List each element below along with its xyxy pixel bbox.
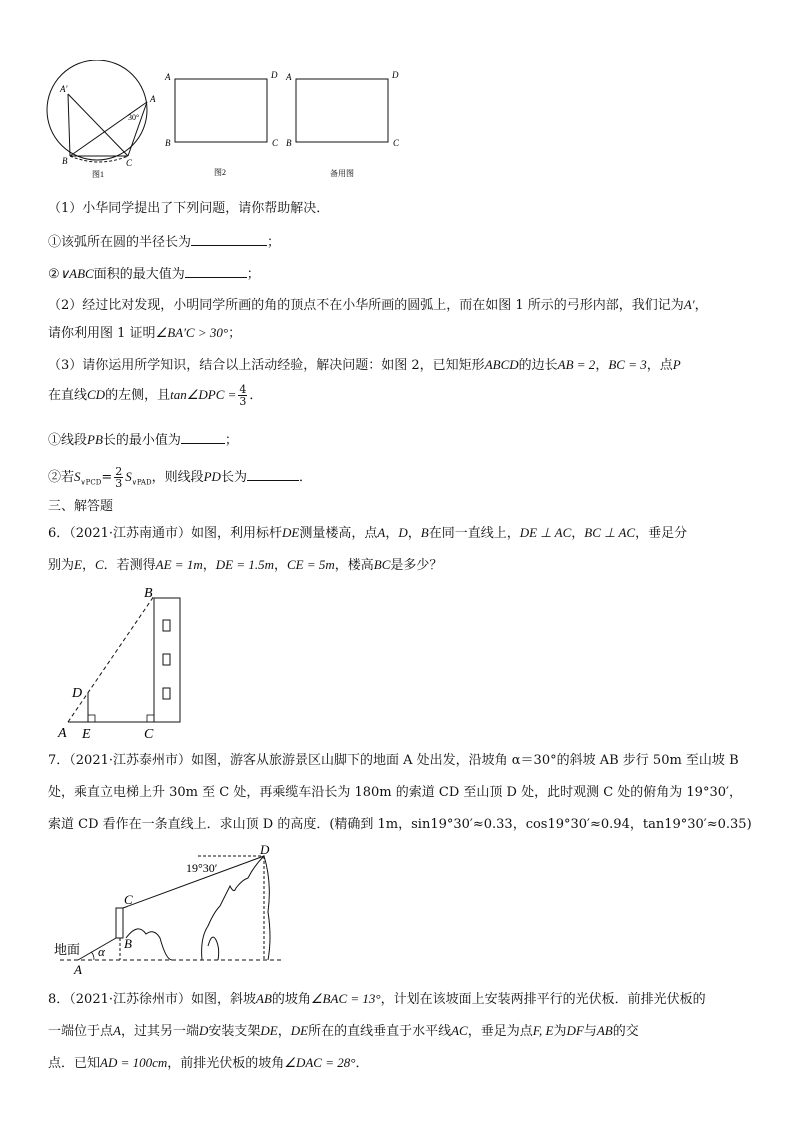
- q5-p2-line1-math: A′: [683, 297, 695, 312]
- q8-l2-c1: ，: [277, 1024, 291, 1039]
- q6-l2-bc: BC: [373, 557, 391, 572]
- figure-3-spare-rectangle-diagram: [285, 70, 400, 178]
- q5-p1b-post: 面积的最大值为: [93, 267, 185, 282]
- q6-fig-label-a: A: [58, 726, 67, 741]
- q5-p2-line1-text: （2）经过比对发现，小明同学所画的角的顶点不在小华所画的圆弧上，而在如图 1 所示的弓形内部，我们记为: [48, 298, 684, 313]
- q6-l2-de: DE = 1.5m: [215, 557, 274, 572]
- q7-mountain-diagram: [50, 842, 290, 977]
- q6-l2-e: E: [74, 557, 82, 572]
- q5-p3-line2-pre: 在直线: [48, 388, 88, 403]
- q6-l2-pre: 别为: [48, 558, 75, 573]
- q5-p3a-math: PB: [87, 432, 103, 447]
- q5-p1b-math: ∨ABC: [59, 266, 94, 281]
- q8-l3-end: ．: [355, 1056, 369, 1071]
- q7-fig-label-a: A: [74, 962, 82, 977]
- q5-part1-question-b: [48, 264, 260, 284]
- fig2-label-d: D: [271, 70, 278, 80]
- figure-1-circle-diagram: [47, 60, 156, 179]
- fig1-label-b: B: [62, 156, 68, 166]
- q8-l3-ad: AD = 100cm: [100, 1055, 168, 1070]
- q5-p3a-end: ；: [224, 433, 238, 448]
- q6-l1-c1: ，: [385, 526, 399, 541]
- q8-l2-mid1: ，过其另一端: [120, 1024, 199, 1039]
- q5-p3a-answer-blank[interactable]: [181, 430, 225, 444]
- q5-p3b-answer-blank[interactable]: [247, 467, 299, 481]
- q6-l1-de-perp: DE ⊥ AC: [519, 525, 572, 540]
- fig3-caption: 备用图: [330, 169, 354, 178]
- q7-fig-label-b: B: [124, 936, 132, 951]
- q8-l2-df: DF: [566, 1023, 584, 1038]
- q5-part1-intro: [48, 200, 329, 218]
- q7-fig-label-alpha: α: [98, 944, 105, 959]
- q7-l1-text: 7．（2021·江苏泰州市）如图，游客从旅游景区山脚下的地面 A 处出发，沿坡角 α＝30°的斜坡 AB 步行 50m 至山坡 B: [48, 753, 739, 768]
- q5-part1-intro-text: （1）小华同学提出了下列问题，请你帮助解决．: [48, 201, 330, 216]
- q5-p3-line2-end: ．: [249, 388, 263, 403]
- q8-l2-pre: 一端位于点: [48, 1024, 114, 1039]
- q5-p3-point-p: P: [672, 357, 681, 372]
- q5-p3-line-cd: CD: [87, 387, 106, 402]
- q6-l1-de: DE: [282, 525, 300, 540]
- q8-l2-d: D: [198, 1023, 209, 1038]
- q6-l2-mid: ．若测得: [103, 558, 156, 573]
- q6-l2-ae: AE = 1m: [155, 557, 203, 572]
- q5-p3b-eq: =: [101, 470, 113, 485]
- q5-part3-question-b: [48, 466, 312, 492]
- q5-p3-tan-fraction: [238, 384, 247, 407]
- q8-l1-end: ，计划在该坡面上安装两排平行的光伏板．前排光伏板的: [380, 992, 706, 1007]
- q5-part3-line2: [48, 384, 262, 407]
- q7-fig-label-d: D: [260, 842, 270, 857]
- q8-line1: [48, 990, 706, 1009]
- q7-fig-label-ground: 地面: [54, 943, 81, 958]
- q5-p3b-end: ．: [298, 470, 312, 485]
- section-title: [48, 498, 113, 516]
- fig1-label-a: A: [150, 94, 156, 104]
- q5-p3b-pd: PD: [203, 469, 221, 484]
- q7-fig-label-angle: 19°30′: [186, 861, 218, 875]
- q8-l2-end: 的交: [612, 1024, 639, 1039]
- q5-part2-line2: [48, 324, 241, 343]
- q5-p3b-fraction: [114, 466, 123, 489]
- q6-l2-c3: ，: [273, 558, 287, 573]
- q5-p1a-text: ①该弧所在圆的半径长为: [48, 235, 192, 250]
- q6-l1-mid2: 在同一直线上，: [428, 526, 520, 541]
- q6-l2-c1: ，: [81, 558, 95, 573]
- q5-p3-rect-name: ABCD: [484, 357, 519, 372]
- q6-l2-c: C: [94, 557, 104, 572]
- q5-p3b-num: 2: [115, 465, 123, 478]
- q8-l2-a: A: [113, 1023, 121, 1038]
- fig3-label-c: C: [393, 138, 400, 148]
- q5-p2-line2-text: 请你利用图 1 证明: [48, 326, 156, 341]
- q6-fig-label-e: E: [82, 727, 91, 742]
- q5-p3b-post2: 长为: [220, 470, 247, 485]
- q8-l2-ab: AB: [596, 1023, 613, 1038]
- q5-part1-question-a: [48, 232, 280, 252]
- q5-part3-question-a: [48, 430, 238, 450]
- q7-line3: [48, 816, 752, 834]
- q8-l2-mid2: 安装支架: [208, 1024, 261, 1039]
- q5-p3a-pre: ①线段: [48, 433, 88, 448]
- q6-line1: [48, 524, 687, 543]
- figure-2-rectangle-diagram: [164, 70, 279, 177]
- q5-p3a-post: 长的最小值为: [102, 433, 181, 448]
- q5-p3-tan-expr: tan∠DPC =: [170, 387, 237, 402]
- q8-l2-mid3: 所在的直线垂直于水平线: [308, 1024, 452, 1039]
- q6-l1-end: ，垂足分: [635, 526, 688, 541]
- fig3-label-b: B: [286, 138, 292, 148]
- q8-l3-pre: 点．已知: [48, 1056, 101, 1071]
- q5-p3b-sub2: ∨PAD: [131, 478, 152, 487]
- q6-fig-label-c: C: [144, 727, 154, 742]
- q5-p2-line2-end: ；: [228, 326, 242, 341]
- q8-l1-mid: 的坡角: [271, 992, 311, 1007]
- q8-l2-de2: DE: [290, 1023, 309, 1038]
- q5-p3-tan-den: 3: [239, 395, 247, 408]
- q8-line3: [48, 1054, 368, 1073]
- fig1-label-a-prime: A′: [60, 84, 68, 94]
- q5-p3-line1-post: ，点: [646, 358, 673, 373]
- q5-p1b-answer-blank[interactable]: [185, 264, 247, 278]
- fig1-label-c: C: [126, 158, 133, 168]
- q5-p3-line2-mid: 的左侧，且: [105, 388, 171, 403]
- q8-l1-pre: 8．（2021·江苏徐州市）如图，斜坡: [48, 992, 256, 1007]
- fig2-caption: 图2: [214, 168, 226, 177]
- q5-p3-ab-value: AB = 2: [557, 357, 596, 372]
- q5-p3b-sub1: ∨PCD: [80, 478, 102, 487]
- q8-line2: [48, 1022, 639, 1041]
- fig1-caption: 图1: [92, 170, 104, 179]
- q5-p2-line2-math: ∠BA′C > 30°: [155, 325, 229, 340]
- q6-l1-bc-perp: BC ⊥ AC: [584, 525, 636, 540]
- q5-p3-line1-mid: 的边长: [518, 358, 558, 373]
- q5-part2-line1: [48, 296, 708, 315]
- q7-line1: [48, 752, 739, 770]
- q5-p3b-pre: ②若: [48, 470, 75, 485]
- q6-l1-b: B: [420, 525, 429, 540]
- q5-p3-bc-value: BC = 3: [608, 357, 647, 372]
- q8-l2-fe: F, E: [532, 1023, 554, 1038]
- q6-l2-end: 是多少？: [390, 558, 443, 573]
- fig2-label-a: A: [165, 72, 171, 82]
- q6-l1-c3: ，: [571, 526, 585, 541]
- q5-part3-line1: [48, 356, 681, 375]
- q6-l1-d: D: [398, 525, 408, 540]
- q5-p2-line1-end: ，: [694, 298, 708, 313]
- q8-l2-mid4: ，垂足为点: [467, 1024, 533, 1039]
- q5-p3b-s1: S: [74, 469, 81, 484]
- q7-l3-text: 索道 CD 看作在一条直线上．求山顶 D 的高度．(精确到 1m，sin19°30′≈0.33，cos19°30′≈0.94，tan19°30′≈0.35): [48, 817, 752, 832]
- q8-l1-ab: AB: [256, 991, 272, 1006]
- q6-building-diagram: [50, 582, 190, 742]
- q5-p1a-answer-blank[interactable]: [191, 232, 267, 246]
- q5-p3b-s2: S: [125, 469, 132, 484]
- q5-p1b-pre: ②: [48, 267, 60, 282]
- fig3-label-a: A: [286, 72, 292, 82]
- q6-l1-pre: 6．（2021·江苏南通市）如图，利用标杆: [48, 526, 282, 541]
- fig2-label-c: C: [272, 138, 279, 148]
- q7-fig-label-c: C: [124, 892, 133, 907]
- q7-line2: [48, 784, 742, 802]
- q5-p1a-end: ；: [267, 235, 281, 250]
- q8-l2-mid6: 与: [583, 1024, 597, 1039]
- q6-l2-ce: CE = 5m: [287, 557, 335, 572]
- q8-l2-ac: AC: [451, 1023, 468, 1038]
- q8-l1-angle: ∠BAC = 13°: [310, 991, 381, 1006]
- top-figures: [40, 60, 420, 182]
- q8-l2-mid5: 为: [553, 1024, 567, 1039]
- q5-p1b-end: ；: [246, 267, 260, 282]
- q6-fig-label-b: B: [144, 586, 153, 601]
- q5-p3b-den: 3: [115, 477, 123, 490]
- fig1-label-angle: 30°: [128, 113, 140, 122]
- q6-l2-mid2: ，楼高: [334, 558, 374, 573]
- q8-l3-angle: ∠DAC = 28°: [284, 1055, 356, 1070]
- q8-l2-de1: DE: [260, 1023, 278, 1038]
- fig3-label-d: D: [392, 70, 399, 80]
- q6-l1-c2: ，: [407, 526, 421, 541]
- q6-fig-label-d: D: [72, 686, 83, 701]
- q5-p3b-post: ，则线段: [151, 470, 204, 485]
- q5-p3-line1-sep: ，: [595, 358, 609, 373]
- fig2-label-b: B: [165, 138, 171, 148]
- q6-l1-mid1: 测量楼高，点: [299, 526, 378, 541]
- q5-p3-tan-num: 4: [239, 383, 247, 396]
- q8-l3-mid: ，前排光伏板的坡角: [167, 1056, 285, 1071]
- q5-p3-line1-text: （3）请你运用所学知识，结合以上活动经验，解决问题：如图 2，已知矩形: [48, 358, 485, 373]
- section-title-text: 三、解答题: [48, 499, 114, 514]
- q7-l2-text: 处，乘直立电梯上升 30m 至 C 处，再乘缆车沿长为 180m 的索道 CD 至山顶 D 处，此时观测 C 处的俯角为 19°30′，: [48, 785, 742, 800]
- q6-line2: [48, 556, 442, 575]
- q6-l1-a: A: [377, 525, 386, 540]
- q6-l2-c2: ，: [202, 558, 216, 573]
